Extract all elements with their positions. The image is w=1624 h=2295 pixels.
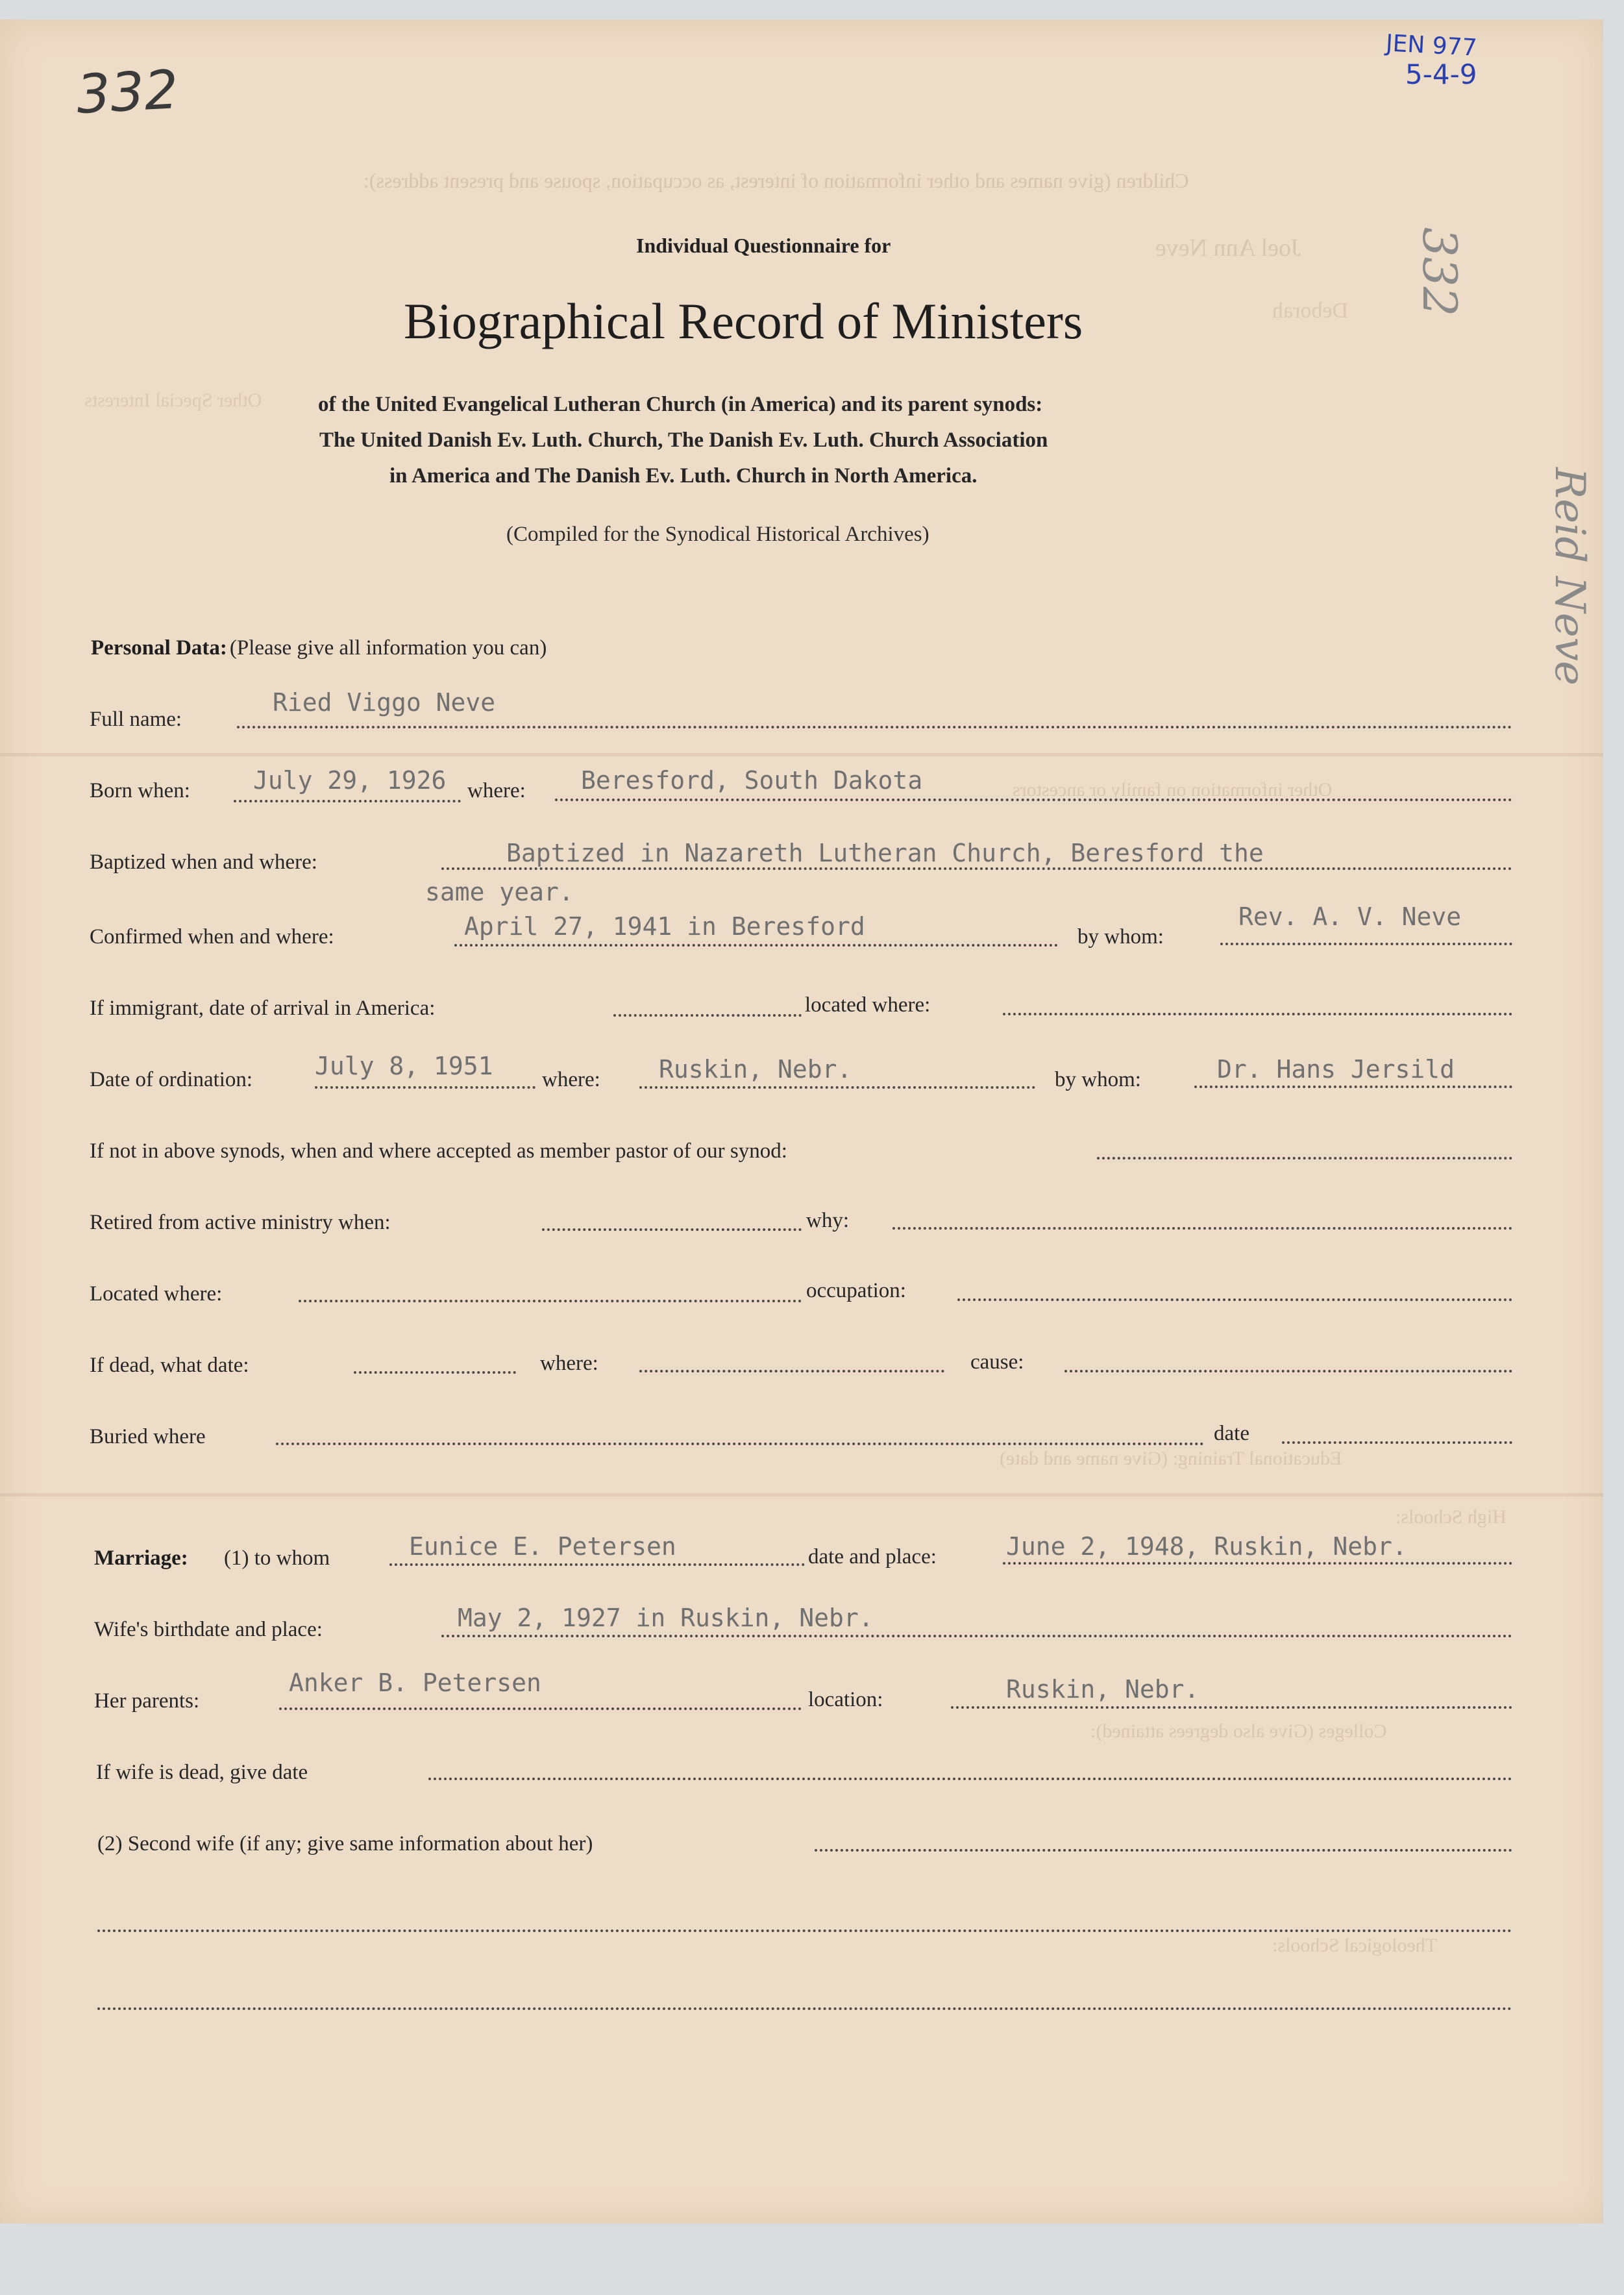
full-name-label: Full name: — [90, 708, 182, 731]
born-where-value: Beresford, South Dakota — [581, 766, 923, 795]
dotted-line — [1064, 1370, 1512, 1372]
dotted-line — [542, 1228, 802, 1231]
dotted-line — [1003, 1562, 1512, 1565]
dotted-line — [815, 1849, 1512, 1852]
dotted-line — [555, 799, 1512, 801]
marriage-to-whom-value: Eunice E. Petersen — [409, 1532, 676, 1561]
archive-code: 5-4-9 — [1405, 58, 1477, 90]
ordination-date-value: July 8, 1951 — [315, 1052, 493, 1080]
confirmed-label: Confirmed when and where: — [90, 925, 334, 949]
dotted-line — [237, 726, 1512, 728]
baptized-value: Baptized in Nazareth Lutheran Church, Beresford the — [506, 839, 1264, 867]
full-name-value: Ried Viggo Neve — [273, 688, 496, 717]
ordination-where-label: where: — [542, 1068, 600, 1091]
blank-answer-line — [97, 2007, 1512, 2010]
confirmed-by-value: Rev. A. V. Neve — [1238, 902, 1462, 931]
parents-location-label: location: — [808, 1688, 883, 1711]
dotted-line — [279, 1707, 802, 1710]
dotted-line — [613, 1014, 802, 1017]
dotted-line — [1194, 1085, 1512, 1088]
dotted-line — [441, 1635, 1512, 1637]
show-through-text: Deborah — [1272, 299, 1349, 323]
confirmed-value: April 27, 1941 in Beresford — [464, 912, 865, 941]
parents-label: Her parents: — [94, 1689, 200, 1713]
header-line: The United Danish Ev. Luth. Church, The Danish Ev. Luth. Church Association — [319, 428, 1048, 452]
born-when-label: Born when: — [90, 779, 190, 802]
wife-birth-value: May 2, 1927 in Ruskin, Nebr. — [458, 1604, 874, 1632]
occupation-label: occupation: — [806, 1279, 906, 1302]
ordination-by-value: Dr. Hans Jersild — [1217, 1055, 1455, 1084]
blank-answer-line — [97, 1929, 1512, 1932]
dotted-line — [639, 1370, 944, 1372]
dotted-line — [892, 1227, 1512, 1230]
dotted-line — [389, 1563, 805, 1566]
baptized-value-continued: same year. — [425, 878, 574, 906]
show-through-text: Other information on family or ancestors — [1013, 779, 1333, 800]
death-where-label: where: — [540, 1352, 598, 1375]
form-subtitle: Individual Questionnaire for — [636, 234, 891, 257]
located-label: Located where: — [90, 1282, 223, 1306]
dotted-line — [299, 1300, 802, 1302]
form-paper — [0, 19, 1603, 2224]
dotted-line — [354, 1371, 516, 1374]
archive-number: 332 — [75, 58, 180, 127]
fold-line — [0, 1493, 1603, 1496]
dotted-line — [441, 867, 1512, 870]
wife-birth-label: Wife's birthdate and place: — [94, 1618, 323, 1641]
confirmed-by-label: by whom: — [1077, 925, 1164, 949]
marriage-to-whom-label: (1) to whom — [224, 1546, 330, 1570]
dotted-line — [1097, 1157, 1512, 1160]
dotted-line — [315, 1086, 535, 1089]
archive-code: JEN 977 — [1385, 30, 1478, 62]
buried-date-label: date — [1214, 1422, 1249, 1445]
death-date-label: If dead, what date: — [90, 1354, 249, 1377]
show-through-text: Colleges (Give also degrees attained): — [1090, 1720, 1387, 1742]
parents-value: Anker B. Petersen — [289, 1669, 541, 1697]
buried-label: Buried where — [90, 1425, 206, 1448]
parents-location-value: Ruskin, Nebr. — [1006, 1675, 1200, 1704]
second-wife-label: (2) Second wife (if any; give same information about her) — [97, 1832, 593, 1855]
compiled-note: (Compiled for the Synodical Historical Archives) — [506, 523, 929, 546]
immigrant-located-label: located where: — [805, 993, 931, 1017]
marriage-date-place-value: June 2, 1948, Ruskin, Nebr. — [1006, 1532, 1407, 1561]
header-line: of the United Evangelical Lutheran Church (in America) and its parent synods: — [318, 393, 1043, 416]
personal-data-note: (Please give all information you can) — [229, 636, 547, 660]
form-title: Biographical Record of Ministers — [404, 293, 1083, 349]
retired-label: Retired from active ministry when: — [90, 1211, 391, 1234]
personal-data-label: Personal Data: — [91, 636, 227, 660]
born-where-label: where: — [467, 779, 526, 802]
show-through-text: Other Special Interests — [84, 390, 262, 411]
marriage-date-place-label: date and place: — [808, 1545, 937, 1569]
dotted-line — [951, 1706, 1512, 1709]
baptized-label: Baptized when and where: — [90, 850, 317, 874]
death-cause-label: cause: — [970, 1350, 1024, 1374]
accepted-member-label: If not in above synods, when and where accepted as member pastor of our synod: — [90, 1139, 787, 1163]
dotted-line — [1282, 1441, 1512, 1444]
dotted-line — [639, 1086, 1035, 1089]
margin-name: Reid Neve — [1545, 467, 1593, 686]
dotted-line — [454, 944, 1058, 947]
marriage-heading: Marriage: — [94, 1546, 188, 1570]
show-through-text: Joel Ann Neve — [1155, 234, 1301, 262]
show-through-text: High Schools: — [1396, 1506, 1507, 1528]
show-through-text: Children (give names and other information of interest, as occupation, spouse and present address): — [363, 169, 1189, 192]
wife-dead-label: If wife is dead, give date — [96, 1761, 308, 1784]
dotted-line — [1220, 943, 1512, 945]
ordination-where-value: Ruskin, Nebr. — [659, 1055, 852, 1084]
personal-data-heading — [91, 636, 547, 660]
ordination-label: Date of ordination: — [90, 1068, 253, 1091]
margin-number: 332 — [1412, 227, 1467, 317]
born-when-value: July 29, 1926 — [253, 766, 447, 795]
immigrant-label: If immigrant, date of arrival in America: — [90, 997, 436, 1020]
retired-why-label: why: — [806, 1209, 849, 1232]
show-through-text: Educational Training: (Give name and date) — [1000, 1448, 1342, 1469]
dotted-line — [234, 800, 461, 802]
ordination-by-label: by whom: — [1055, 1068, 1141, 1091]
dotted-line — [1003, 1013, 1512, 1015]
header-line: in America and The Danish Ev. Luth. Church in North America. — [389, 464, 978, 488]
dotted-line — [428, 1778, 1512, 1780]
fold-line — [0, 753, 1603, 756]
dotted-line — [276, 1443, 1204, 1445]
dotted-line — [957, 1298, 1512, 1301]
show-through-text: Theological Schools: — [1272, 1935, 1438, 1956]
